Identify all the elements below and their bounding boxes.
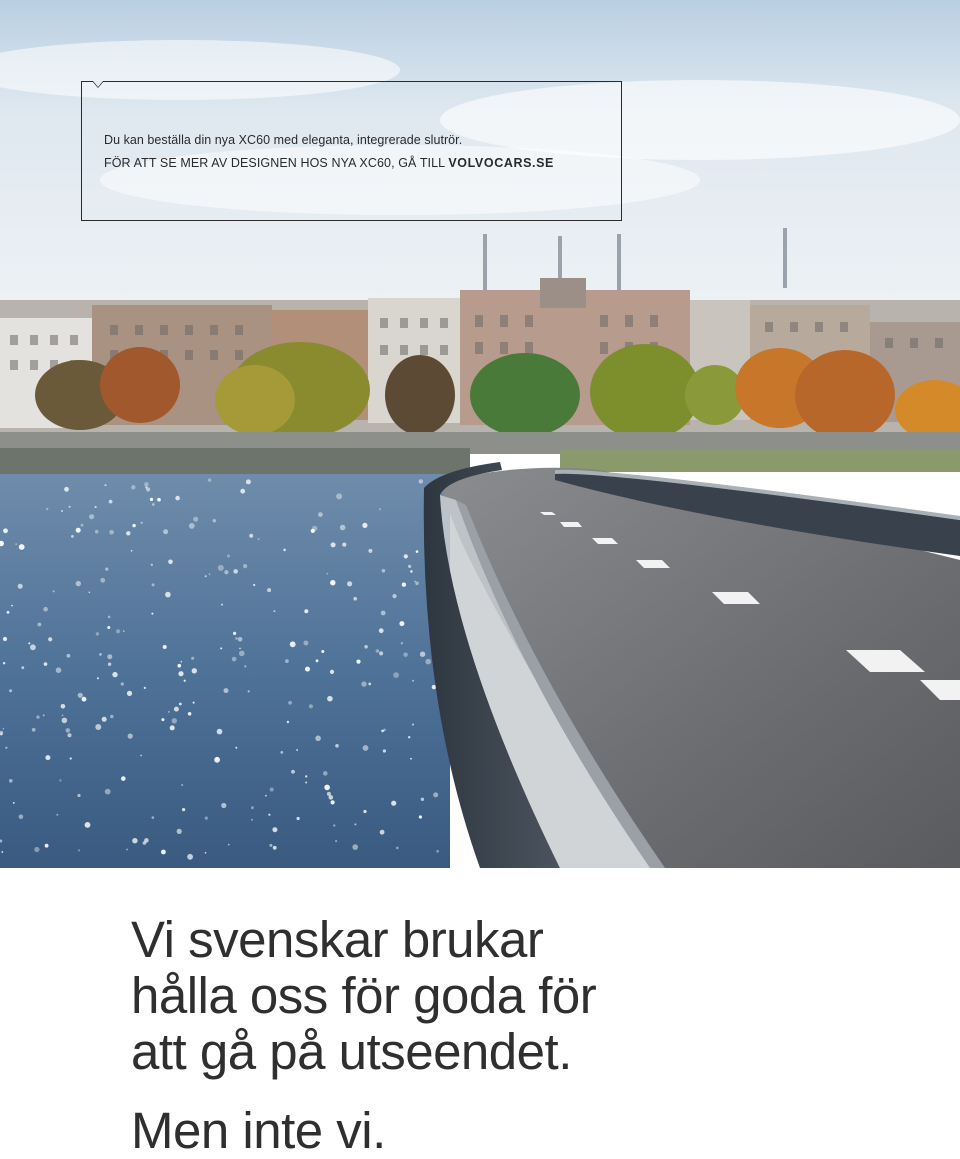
tagline: Men inte vi. [131,1102,386,1159]
volvocars-link[interactable]: VOLVOCARS.SE [448,156,554,170]
callout-cta-text: FÖR ATT SE MER AV DESIGNEN HOS NYA XC60, GÅ TILL [104,156,449,170]
headline [131,912,596,1080]
info-callout-box [81,81,622,221]
headline-line-1: Vi svenskar brukar [131,911,544,968]
callout-cta [104,156,554,170]
headline-line-2: hålla oss för goda för [131,967,597,1024]
river-water [0,474,450,868]
callout-text: Du kan beställa din nya XC60 med eleganta, integrerade slutrör. [104,133,463,147]
headline-line-3: att gå på utseendet. [131,1023,572,1080]
